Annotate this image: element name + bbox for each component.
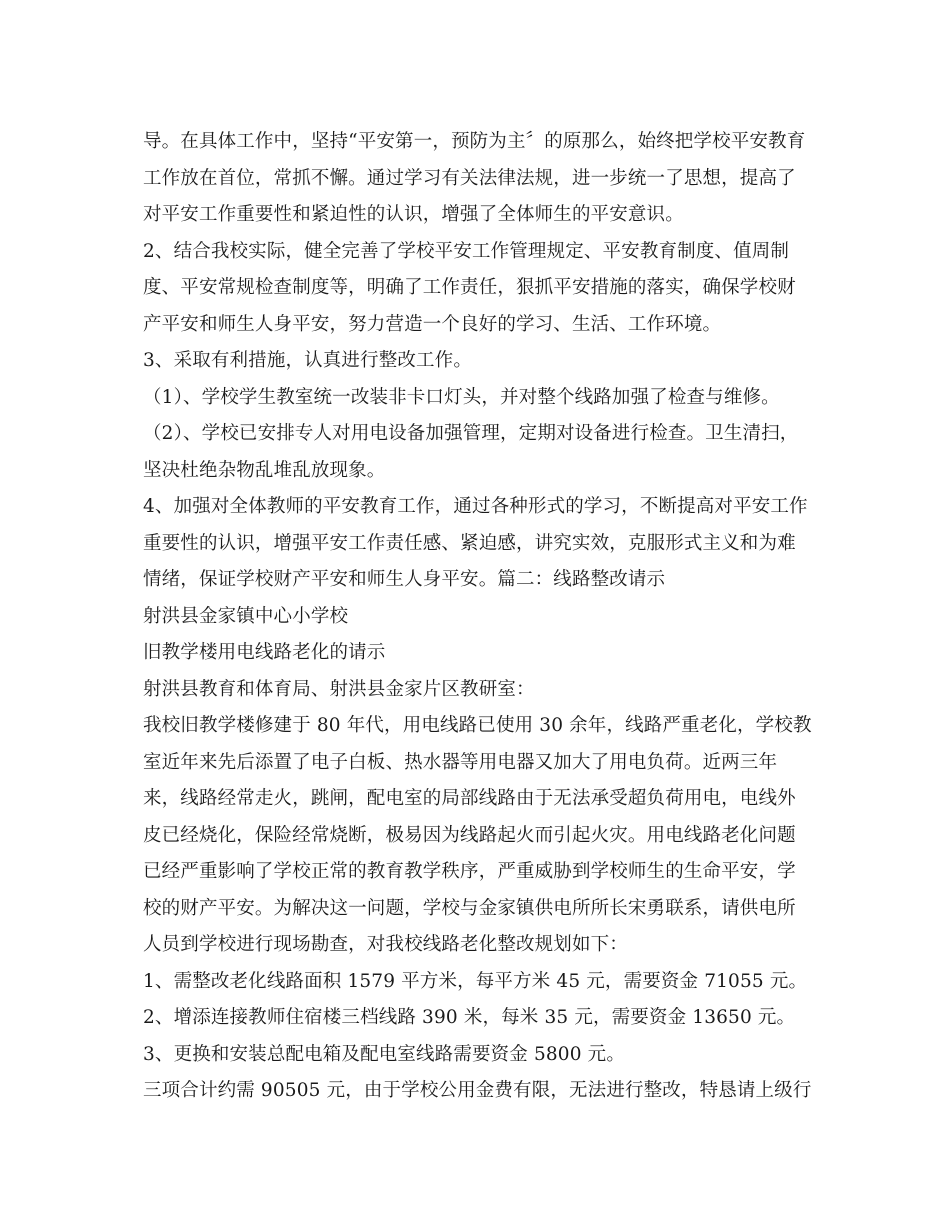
text-line: 工作放在首位，常抓不懈。通过学习有关法律法规，进一步统一了思想，提高了	[143, 167, 796, 189]
text-line: 4、加强对全体教师的平安教育工作，通过各种形式的学习，不断提高对平安工作	[143, 496, 808, 517]
text-line: 已经严重影响了学校正常的教育教学秩序，严重威胁到学校师生的生命平安，学	[143, 861, 796, 882]
text-line: 坚决杜绝杂物乱堆乱放现象。	[143, 459, 386, 481]
text-line: （2）、学校已安排专人对用电设备加强管理，定期对设备进行检查。卫生清扫，	[143, 423, 799, 444]
text-line: 三项合计约需 90505 元，由于学校公用金费有限，无法进行整改，特恳请上级行	[143, 1080, 812, 1101]
text-line: （1）、学校学生教室统一改装非卡口灯头，并对整个线路加强了检查与维修。	[143, 386, 780, 408]
text-line: 室近年来先后添置了电子白板、热水器等用电器又加大了用电负荷。近两三年	[143, 751, 778, 773]
text-line: 度、平安常规检查制度等，明确了工作责任，狠抓平安措施的落实，确保学校财	[143, 277, 796, 298]
text-line: 情绪，保证学校财产平安和师生人身平安。篇二：线路整改请示	[143, 569, 666, 590]
text-line: 人员到学校进行现场勘查，对我校线路老化整改规划如下：	[143, 934, 628, 955]
text-line: 3、更换和安装总配电箱及配电室线路需要资金 5800 元。	[143, 1043, 625, 1065]
text-line: 产平安和师生人身平安，努力营造一个良好的学习、生活、工作环境。	[143, 313, 722, 335]
text-line: 对平安工作重要性和紧迫性的认识，增强了全体师生的平安意识。	[143, 204, 684, 225]
text-line: 旧教学楼用电线路老化的请示	[143, 642, 386, 663]
text-line: 来，线路经常走火，跳闸，配电室的局部线路由于无法承受超负荷用电，电线外	[143, 788, 796, 809]
text-line: 射洪县教育和体育局、射洪县金家片区教研室：	[143, 678, 535, 700]
text-line: 1、需整改老化线路面积 1579 平方米，每平方米 45 元，需要资金 71055 元。	[143, 970, 808, 992]
text-line: 2、增添连接教师住宿楼三档线路 390 米，每米 35 元，需要资金 13650 元。	[143, 1007, 796, 1028]
text-line: 重要性的认识，增强平安工作责任感、紧迫感，讲究实效，克服形式主义和为难	[143, 532, 796, 554]
text-line: 我校旧教学楼修建于 80 年代，用电线路已使用 30 余年，线路严重老化，学校教	[143, 715, 812, 736]
text-line: 射洪县金家镇中心小学校	[143, 605, 349, 627]
text-line: 导。在具体工作中，坚持“平安第一，预防为主〞的原那么，始终把学校平安教育	[143, 131, 806, 152]
document-body	[143, 124, 812, 1110]
text-line: 皮已经烧化，保险经常烧断，极易因为线路起火而引起火灾。用电线路老化问题	[143, 824, 796, 846]
text-line: 校的财产平安。为解决这一问题，学校与金家镇供电所所长宋勇联系，请供电所	[143, 897, 796, 919]
text-line: 3、采取有利措施，认真进行整改工作。	[143, 350, 472, 371]
text-line: 2、结合我校实际，健全完善了学校平安工作管理规定、平安教育制度、值周制	[143, 240, 790, 262]
